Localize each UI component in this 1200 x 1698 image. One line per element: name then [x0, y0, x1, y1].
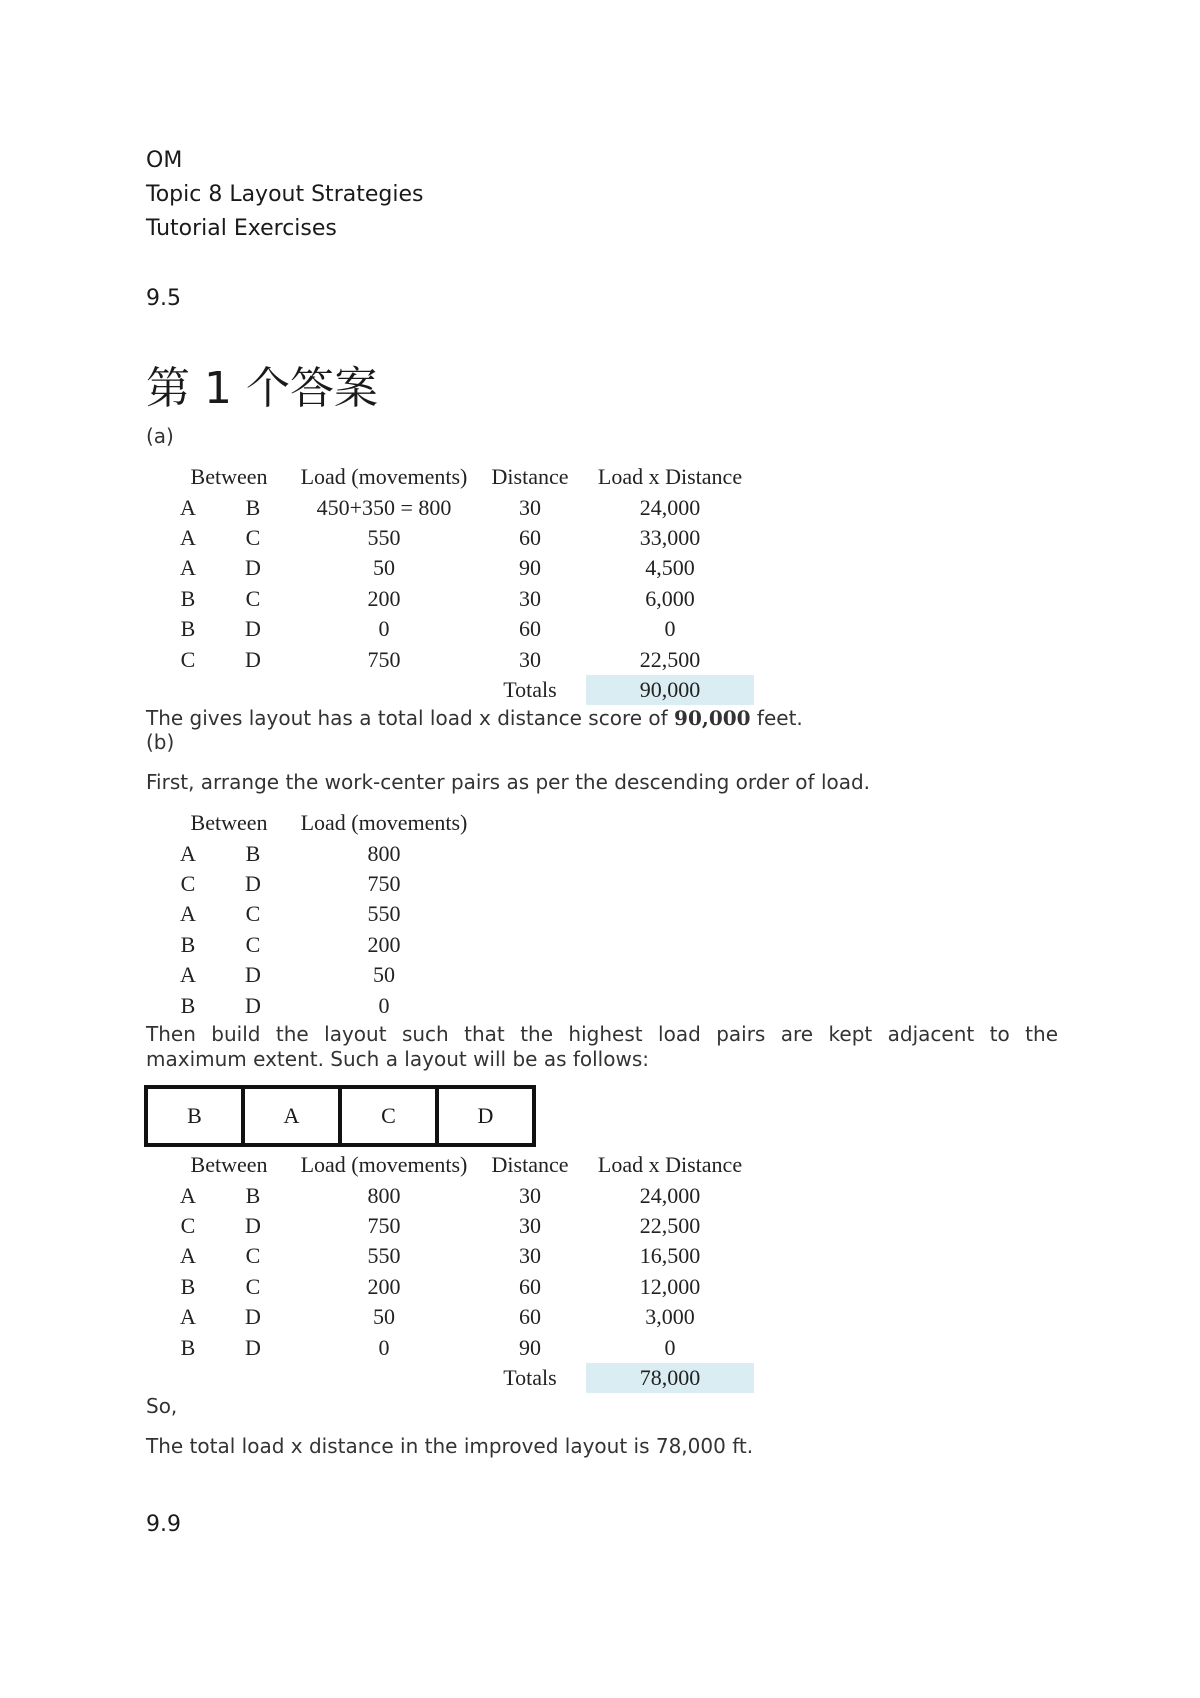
col-header-distance: Distance: [491, 464, 569, 490]
table-row: A C 550 60 33,000: [180, 524, 701, 550]
table-row: B C 200: [180, 931, 401, 957]
part-b-intro: First, arrange the work-center pairs as per the descending order of load.: [146, 770, 871, 794]
table-row: B C 200 60 12,000: [180, 1273, 701, 1299]
part-a-label: (a): [146, 424, 174, 448]
col-header-between: Between: [190, 464, 268, 490]
table-row: A D 50: [180, 962, 395, 988]
table-sorted-pairs: [164, 808, 474, 1021]
section-number-9-9: 9.9: [146, 1512, 181, 1537]
table-row: A B 800 30 24,000: [180, 1182, 701, 1208]
layout-cell-3: C: [342, 1089, 439, 1143]
layout-diagram: [144, 1085, 536, 1147]
answer-heading: 第 1 个答案: [146, 363, 378, 414]
totals-row: [164, 675, 754, 705]
build-text-line2: maximum extent. Such a layout will be as follows:: [146, 1047, 649, 1071]
col-header-load-distance: Load x Distance: [597, 464, 743, 490]
table-row: A B 450+350 = 800 30 24,000: [180, 494, 701, 520]
table-improved-layout: [164, 1150, 754, 1393]
part-a-conclusion: The gives layout has a total load x distance score of 90,000 feet.: [146, 706, 803, 730]
table-header-row: [164, 462, 754, 492]
table-row: A D 50 90 4,500: [180, 555, 695, 581]
course-code: OM: [146, 148, 183, 173]
layout-cell-1: B: [148, 1089, 245, 1143]
final-conclusion: The total load x distance in the improved layout is 78,000 ft.: [146, 1434, 754, 1458]
table-row: A C 550: [180, 901, 401, 927]
table-row: A B 800: [180, 840, 401, 866]
table-row: B D 0: [180, 992, 390, 1018]
table-row: A C 550 30 16,500: [180, 1243, 701, 1269]
layout-cell-4: D: [477, 1103, 494, 1128]
table-header-row: Between Load (movements) Distance Load x Distance: [190, 1152, 743, 1178]
layout-cell-2: A: [245, 1089, 342, 1143]
totals-label: Totals: [503, 676, 557, 702]
section-number-9-5: 9.5: [146, 286, 181, 311]
subtitle: Tutorial Exercises: [146, 216, 337, 241]
table-row: C D 750 30 22,500: [180, 1212, 701, 1238]
table-row: B D 0 60 0: [180, 616, 676, 642]
totals-row: [164, 1363, 754, 1393]
table-row: C D 750: [180, 870, 401, 896]
table-row: B C 200 30 6,000: [180, 585, 695, 611]
totals-value: 90,000: [586, 675, 754, 705]
table-row: C D 750 30 22,500: [180, 646, 701, 672]
part-b-label: (b): [146, 730, 175, 754]
totals-value: 78,000: [586, 1363, 754, 1393]
table-row: B D 0 90 0: [180, 1334, 676, 1360]
so-text: So,: [146, 1394, 178, 1418]
table-header-row: Between Load (movements): [190, 810, 468, 836]
table-row: A D 50 60 3,000: [180, 1304, 695, 1330]
table-original-layout: [164, 462, 754, 705]
total-score: 90,000: [674, 706, 751, 730]
col-header-load: Load (movements): [300, 464, 468, 490]
build-text-line1: Then build the layout such that the highest load pairs are kept adjacent to the: [146, 1022, 1058, 1046]
topic-title: Topic 8 Layout Strategies: [146, 182, 424, 207]
totals-label: Totals: [503, 1364, 557, 1390]
